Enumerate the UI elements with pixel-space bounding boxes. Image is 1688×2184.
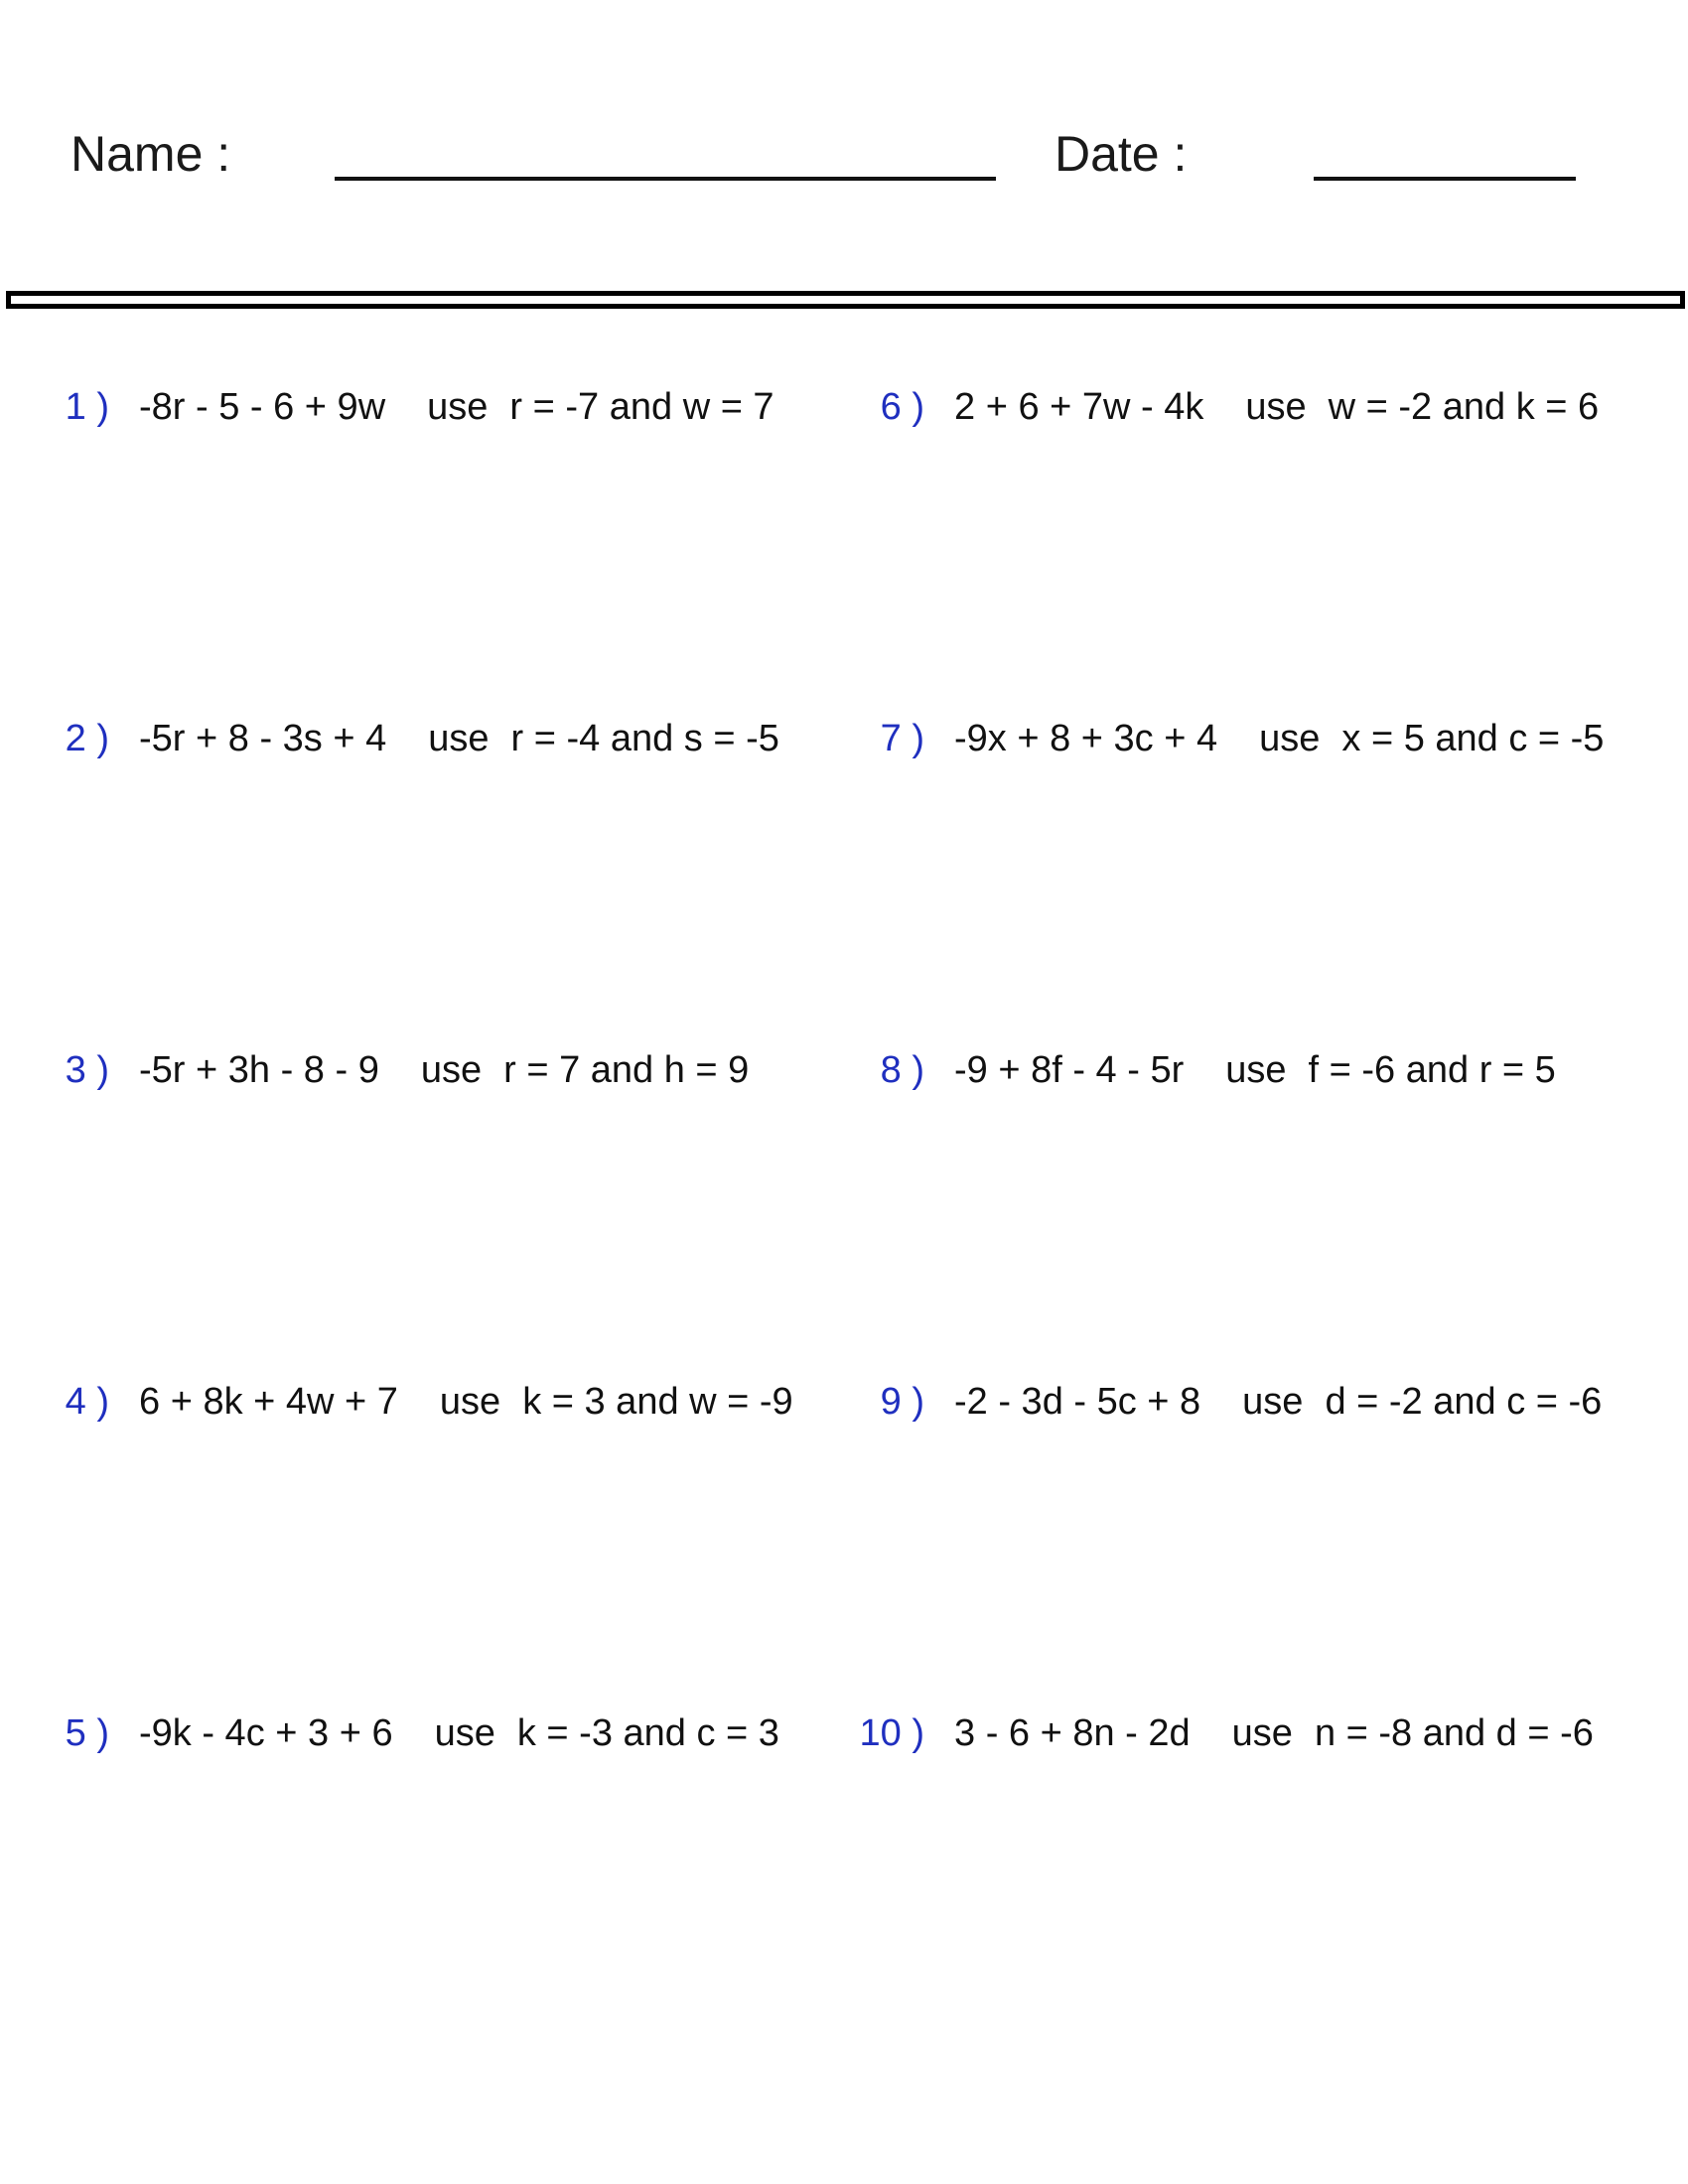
problem-number: 3 ) (65, 1049, 109, 1091)
problem-expression: -2 - 3d - 5c + 8 (954, 1381, 1201, 1423)
problem-use-word: use (1242, 1381, 1304, 1423)
problem-number: 5 ) (65, 1712, 109, 1754)
problem-use-word: use (420, 1049, 483, 1091)
problem-use-word: use (427, 386, 489, 428)
problem-item (65, 1374, 793, 1430)
problem-number: 9 ) (880, 1381, 924, 1423)
problem-number: 7 ) (880, 718, 924, 759)
problem-use-word: use (434, 1712, 495, 1754)
problem-expression: -8r - 5 - 6 + 9w (139, 386, 386, 428)
date-blank-line[interactable] (1314, 177, 1576, 181)
problem-expression: -9k - 4c + 3 + 6 (139, 1712, 393, 1754)
problem-use-word: use (1245, 386, 1307, 428)
problem-use-word: use (439, 1381, 501, 1423)
problem-values: w = -2 and k = 6 (1328, 386, 1600, 428)
problem-item (880, 1042, 1556, 1098)
problem-item (65, 1706, 779, 1761)
problem-values: k = -3 and c = 3 (516, 1712, 779, 1754)
problem-expression: -5r + 8 - 3s + 4 (139, 718, 387, 759)
name-label: Name : (70, 126, 231, 182)
problem-number: 10 ) (859, 1712, 924, 1754)
problem-item (65, 379, 774, 435)
problem-expression: -9 + 8f - 4 - 5r (954, 1049, 1185, 1091)
problem-expression: 2 + 6 + 7w - 4k (954, 386, 1204, 428)
problem-values: x = 5 and c = -5 (1341, 718, 1605, 759)
problem-item (880, 711, 1605, 766)
problem-number: 1 ) (65, 386, 109, 428)
date-label: Date : (1055, 126, 1188, 182)
problem-values: d = -2 and c = -6 (1325, 1381, 1603, 1423)
problem-item (65, 711, 779, 766)
problem-expression: 6 + 8k + 4w + 7 (139, 1381, 398, 1423)
problem-values: k = 3 and w = -9 (522, 1381, 793, 1423)
problem-item (65, 1042, 750, 1098)
header-divider (6, 291, 1685, 309)
problem-use-word: use (1259, 718, 1321, 759)
problem-values: r = 7 and h = 9 (503, 1049, 750, 1091)
problem-use-word: use (1231, 1712, 1293, 1754)
problem-values: r = -7 and w = 7 (509, 386, 774, 428)
problem-values: n = -8 and d = -6 (1314, 1712, 1594, 1754)
problem-number: 6 ) (880, 386, 924, 428)
problem-use-word: use (1225, 1049, 1287, 1091)
problem-expression: -5r + 3h - 8 - 9 (139, 1049, 379, 1091)
problem-values: f = -6 and r = 5 (1308, 1049, 1556, 1091)
problem-item (859, 1706, 1594, 1761)
problem-item (880, 1374, 1603, 1430)
name-blank-line[interactable] (335, 177, 996, 181)
problem-number: 8 ) (880, 1049, 924, 1091)
problem-number: 4 ) (65, 1381, 109, 1423)
problem-number: 2 ) (65, 718, 109, 759)
problem-values: r = -4 and s = -5 (510, 718, 779, 759)
problem-expression: -9x + 8 + 3c + 4 (954, 718, 1218, 759)
problem-use-word: use (428, 718, 490, 759)
problem-expression: 3 - 6 + 8n - 2d (954, 1712, 1191, 1754)
problem-item (880, 379, 1600, 435)
